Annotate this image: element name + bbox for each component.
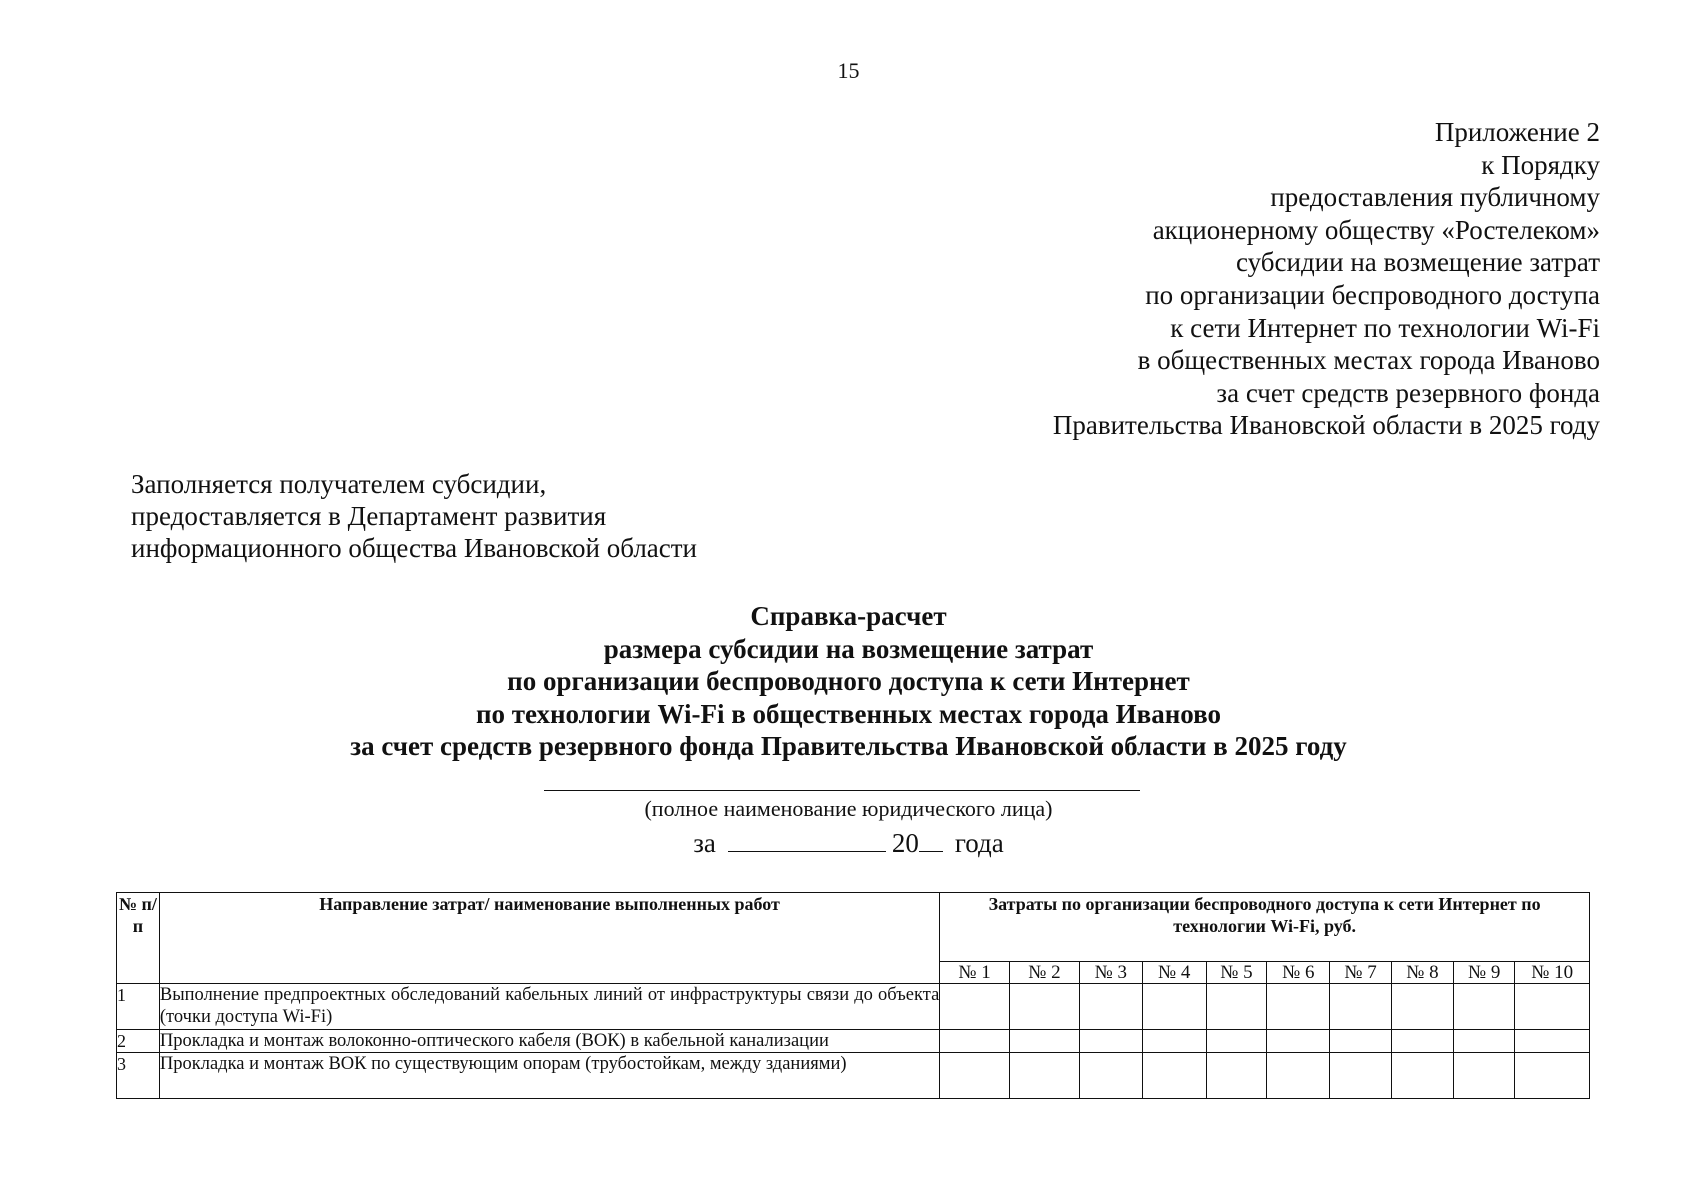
appendix-header: [840, 116, 1600, 442]
appendix-line: к сети Интернет по технологии Wi-Fi: [1170, 312, 1600, 343]
cost-cell[interactable]: [1142, 1053, 1206, 1099]
fill-note-line: информационного общества Ивановской области: [131, 533, 698, 563]
period-year-prefix: 20: [891, 828, 919, 858]
cost-cell[interactable]: [1009, 984, 1079, 1030]
table-row: [117, 984, 1590, 1030]
cost-cell[interactable]: [1142, 984, 1206, 1030]
appendix-line: акционерному обществу «Ростелеком»: [1152, 214, 1600, 245]
row-number: 3: [117, 1053, 160, 1099]
table-row: [117, 1030, 1590, 1053]
row-description: Прокладка и монтаж ВОК по существующим опорам (трубостойкам, между зданиями): [159, 1053, 939, 1099]
header-object-column: № 3: [1080, 962, 1142, 984]
cost-cell[interactable]: [1515, 984, 1590, 1030]
period-month-blank[interactable]: [728, 827, 886, 852]
title-line: Справка-расчет: [750, 601, 947, 631]
period-suffix: года: [954, 828, 1004, 858]
cost-cell[interactable]: [1267, 984, 1330, 1030]
fill-instructions: [131, 468, 931, 564]
title-line: по технологии Wi-Fi в общественных местах города Иваново: [475, 698, 1222, 729]
cost-cell[interactable]: [1515, 1030, 1590, 1053]
document-title: [0, 600, 1697, 763]
period-year-blank[interactable]: [919, 827, 943, 852]
cost-cell[interactable]: [1080, 1030, 1142, 1053]
row-description: Выполнение предпроектных обследований кабельных линий от инфраструктуры связи до объекта (точки доступа Wi-Fi): [159, 984, 939, 1030]
appendix-line: за счет средств резервного фонда: [1216, 377, 1600, 408]
cost-cell[interactable]: [1267, 1053, 1330, 1099]
header-object-column: № 10: [1515, 962, 1590, 984]
cost-cell[interactable]: [1454, 1053, 1515, 1099]
cost-cell[interactable]: [1391, 984, 1453, 1030]
header-costs: Затраты по организации беспроводного доступа к сети Интернет по технологии Wi-Fi, руб.: [940, 893, 1590, 962]
legal-entity-name-blank[interactable]: [544, 790, 1140, 791]
appendix-line: Приложение 2: [1434, 117, 1600, 147]
cost-cell[interactable]: [1330, 984, 1391, 1030]
title-line: размера субсидии на возмещение затрат: [603, 633, 1094, 664]
cost-cell[interactable]: [1009, 1053, 1079, 1099]
title-line: по организации беспроводного доступа к сети Интернет: [507, 666, 1190, 696]
cost-cell[interactable]: [940, 984, 1009, 1030]
header-row-number: № п/п: [117, 893, 160, 984]
cost-cell[interactable]: [1515, 1053, 1590, 1099]
appendix-line: в общественных местах города Иваново: [1137, 345, 1600, 376]
period-prefix: за: [693, 828, 716, 858]
cost-cell[interactable]: [1330, 1030, 1391, 1053]
fill-note-line: Заполняется получателем субсидии,: [131, 469, 547, 499]
header-object-column: № 8: [1391, 962, 1453, 984]
cost-cell[interactable]: [1206, 1053, 1266, 1099]
header-object-column: № 5: [1206, 962, 1266, 984]
appendix-line: субсидии на возмещение затрат: [1236, 247, 1600, 278]
legal-entity-caption: (полное наименование юридического лица): [644, 796, 1053, 821]
title-line: за счет средств резервного фонда Правительства Ивановской области в 2025 году: [350, 731, 1347, 761]
page-number: 15: [837, 58, 860, 83]
header-object-column: № 9: [1454, 962, 1515, 984]
cost-cell[interactable]: [1391, 1053, 1453, 1099]
cost-cell[interactable]: [1330, 1053, 1391, 1099]
row-description: Прокладка и монтаж волоконно-оптического кабеля (ВОК) в кабельной канализации: [159, 1030, 939, 1053]
header-object-column: № 7: [1330, 962, 1391, 984]
appendix-line: предоставления публичному: [1270, 182, 1600, 213]
table-row: [117, 1053, 1590, 1099]
reporting-period: [0, 826, 1697, 860]
cost-cell[interactable]: [940, 1030, 1009, 1053]
cost-cell[interactable]: [1080, 1053, 1142, 1099]
cost-cell[interactable]: [1009, 1030, 1079, 1053]
fill-note-line: предоставляется в Департамент развития: [131, 501, 607, 531]
cost-calculation-table: [116, 892, 1590, 1099]
header-cost-direction: Направление затрат/ наименование выполненных работ: [159, 893, 939, 984]
row-number: 2: [117, 1030, 160, 1053]
row-number: 1: [117, 984, 160, 1030]
header-object-column: № 4: [1142, 962, 1206, 984]
cost-cell[interactable]: [940, 1053, 1009, 1099]
header-object-column: № 1: [940, 962, 1009, 984]
cost-cell[interactable]: [1391, 1030, 1453, 1053]
cost-cell[interactable]: [1454, 984, 1515, 1030]
cost-cell[interactable]: [1080, 984, 1142, 1030]
appendix-line: Правительства Ивановской области в 2025 году: [1052, 410, 1600, 441]
cost-cell[interactable]: [1206, 1030, 1266, 1053]
cost-cell[interactable]: [1142, 1030, 1206, 1053]
cost-cell[interactable]: [1206, 984, 1266, 1030]
header-object-column: № 2: [1009, 962, 1079, 984]
cost-cell[interactable]: [1454, 1030, 1515, 1053]
appendix-line: по организации беспроводного доступа: [1145, 279, 1600, 310]
header-object-column: № 6: [1267, 962, 1330, 984]
appendix-line: к Порядку: [1481, 149, 1600, 180]
cost-cell[interactable]: [1267, 1030, 1330, 1053]
